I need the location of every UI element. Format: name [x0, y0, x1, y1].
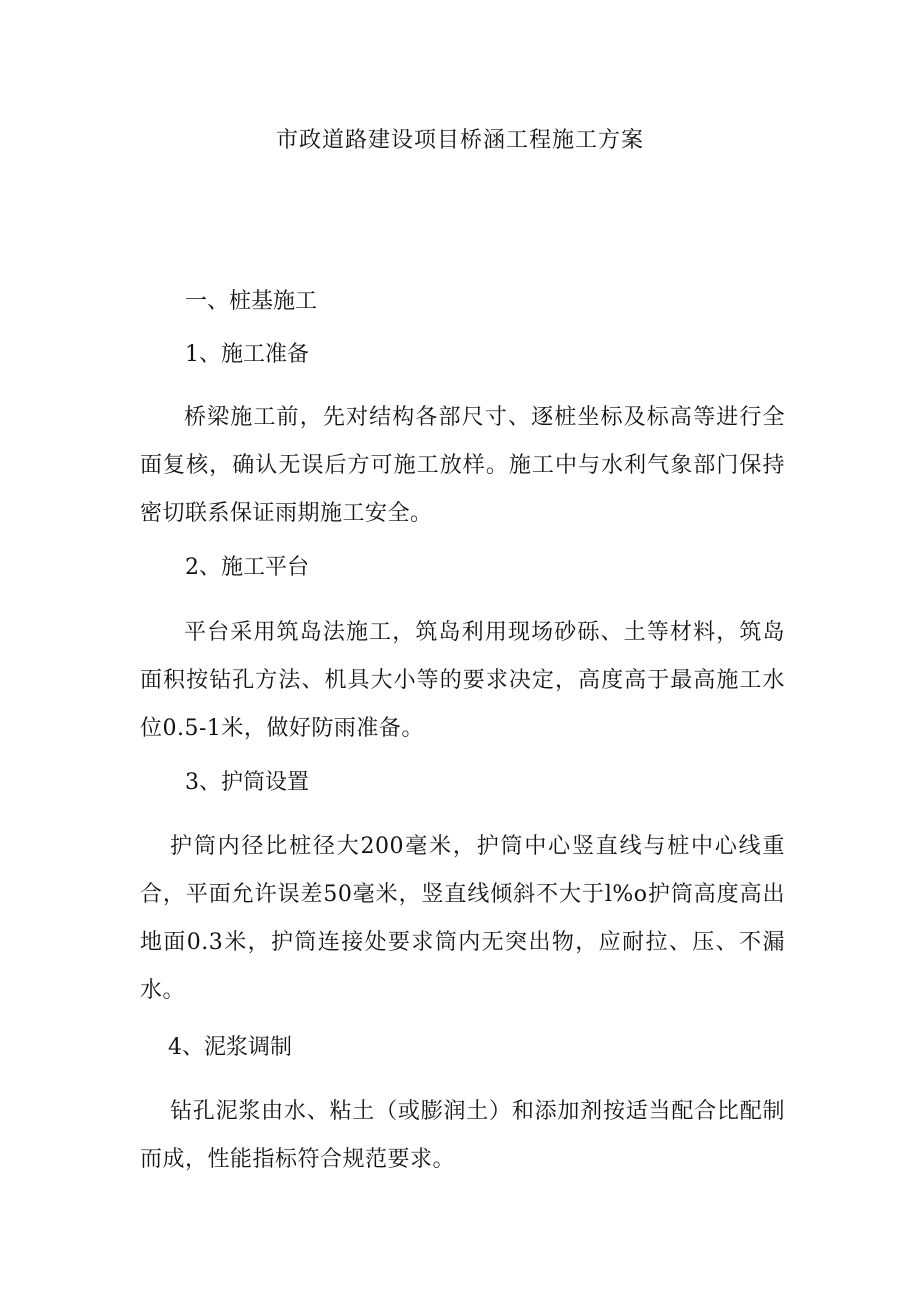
subheading-construction-preparation: 1、施工准备 [185, 342, 309, 367]
document-title: 市政道路建设项目桥涵工程施工方案 [275, 128, 644, 153]
paragraph-mud-preparation: 钻孔泥浆由水、粘土（或膨润土）和添加剂按适当配合比配制而成，性能指标符合规范要求。 [140, 1099, 785, 1172]
paragraph-construction-platform: 平台采用筑岛法施工，筑岛利用现场砂砾、土等材料，筑岛面积按钻孔方法、机具大小等的要求决定，高度高于最高施工水位0.5-1米，做好防雨准备。 [140, 620, 785, 741]
section-heading-pile-foundation: 一、桩基施工 [185, 289, 318, 314]
paragraph-casing-setup: 护筒内径比桩径大200毫米，护筒中心竖直线与桩中心线重合，平面允许误差50毫米，竖直线倾斜不大于l%o护筒高度高出地面0.3米，护筒连接处要求筒内无突出物，应耐拉、压、不漏水。 [140, 834, 785, 1003]
subheading-casing-setup: 3、护筒设置 [185, 770, 309, 795]
subheading-construction-platform: 2、施工平台 [185, 555, 309, 580]
paragraph-construction-preparation: 桥梁施工前，先对结构各部尺寸、逐桩坐标及标高等进行全面复核，确认无误后方可施工放样。施工中与水利气象部门保持密切联系保证雨期施工安全。 [140, 405, 785, 526]
subheading-mud-preparation: 4、泥浆调制 [168, 1035, 292, 1060]
